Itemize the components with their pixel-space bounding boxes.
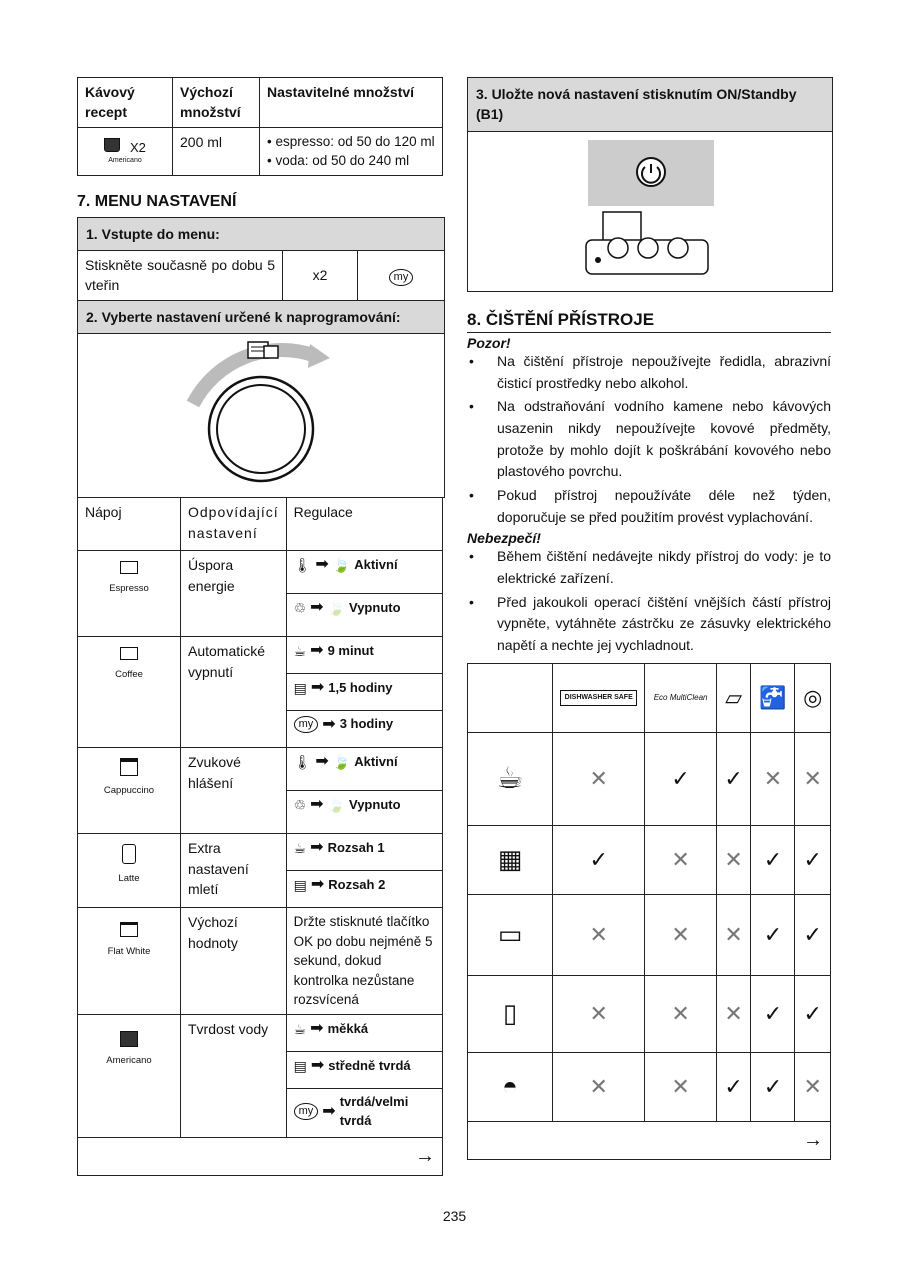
drink-cappuccino: Cappuccino <box>78 748 181 834</box>
reg-energy-on: 🌡 ➡ 🍃 Aktivní <box>286 551 442 594</box>
flat-white-icon <box>120 922 138 937</box>
part-grounds-container-icon: ▭ <box>468 894 553 975</box>
left-column <box>77 77 443 1176</box>
americano-icon <box>104 138 120 152</box>
water-icon: ♲ <box>293 797 307 814</box>
cappuccino-icon <box>120 758 138 776</box>
list-item: • Na čištění přístroje nepoužívejte ředidla, abrazivní čisticí prostředky nebo alkohol. <box>467 351 831 394</box>
cross-icon: ✕ <box>645 825 716 894</box>
next-arrow-icon: → <box>415 1145 435 1168</box>
machine-power-button-icon <box>468 132 832 286</box>
arrow-icon: ➡ <box>310 679 325 697</box>
setting-sound: Zvukové hlášení <box>181 748 287 834</box>
dish-soap-icon: ◎ <box>795 663 831 732</box>
arrow-icon: ➡ <box>315 556 329 574</box>
arrow-icon: ➡ <box>310 1020 324 1038</box>
grind-icon: ▤ <box>293 1058 307 1075</box>
next-page-cell <box>78 1138 443 1176</box>
multiplier: X2 <box>129 139 146 155</box>
arrow-icon: ➡ <box>310 796 324 814</box>
cup-icon: ☕ <box>293 643 307 660</box>
drink-espresso: Espresso <box>78 551 181 637</box>
section8-title: 8. ČIŠTĚNÍ PŘÍSTROJE <box>467 310 831 333</box>
selector-knob-icon <box>78 334 444 492</box>
nebezpeci-heading: Nebezpečí! <box>467 530 541 547</box>
part-drip-tray-icon: ▦ <box>468 825 553 894</box>
check-icon: ✓ <box>751 825 795 894</box>
cup-icon: ☕ <box>293 1021 307 1038</box>
cloth-icon: ▱ <box>716 663 751 732</box>
check-icon: ✓ <box>553 825 645 894</box>
americano-label: Americano <box>108 156 142 164</box>
reg-soft: ☕ ➡ měkká <box>286 1015 442 1052</box>
espresso-icon <box>120 561 138 574</box>
pozor-heading: Pozor! <box>467 334 511 351</box>
cross-icon: ✕ <box>795 1052 831 1121</box>
reg-3h: my ➡ 3 hodiny <box>286 711 442 748</box>
cross-icon: ✕ <box>716 894 751 975</box>
col-recipe: Kávový recept <box>78 78 173 128</box>
eco-leaf-icon: 🍃 <box>332 754 351 771</box>
part-water-tank-icon: ▯ <box>468 975 553 1052</box>
check-icon: ✓ <box>751 894 795 975</box>
grind-icon: ▤ <box>293 680 307 697</box>
hdr-regulation: Regulace <box>286 498 442 551</box>
part-bean-container-icon: ◓ <box>468 1052 553 1121</box>
drink-latte: Latte <box>78 834 181 908</box>
latte-icon <box>122 844 136 864</box>
step3-title: 3. Uložte nová nastavení stisknutím ON/Standby (B1) <box>468 78 833 132</box>
cup-icon: ☕ <box>293 840 307 857</box>
default-amount: 200 ml <box>173 127 260 175</box>
arrow-icon: ➡ <box>310 599 324 617</box>
drink-flat-white: Flat White <box>78 908 181 1015</box>
range-water: • voda: od 50 do 240 ml <box>267 153 410 169</box>
water-icon: ♲ <box>293 600 307 617</box>
coffee-icon <box>120 647 138 660</box>
right-column <box>467 77 831 1160</box>
check-icon: ✓ <box>716 1052 751 1121</box>
my-icon: my <box>294 716 319 733</box>
setting-energy: Úspora energie <box>181 551 287 637</box>
setting-hardness: Tvrdost vody <box>181 1015 287 1138</box>
part-machine-icon: ☕ <box>468 732 553 825</box>
thermometer-icon: 🌡 <box>293 557 312 574</box>
setting-grind: Extra nastavení mletí <box>181 834 287 908</box>
list-item: • Před jakoukoli operací čištění vnějších částí přístroj vypněte, vytáhněte zástrčku ze zásuvky elektrického napětí a nechte jej vychladnout. <box>467 592 831 657</box>
arrow-icon: ➡ <box>310 642 324 660</box>
check-icon: ✓ <box>795 894 831 975</box>
reg-sound-on: 🌡 ➡ 🍃 Aktivní <box>286 748 442 791</box>
ranges-cell <box>260 127 443 175</box>
americano-icon <box>120 1031 138 1047</box>
list-item: • Během čištění nedávejte nikdy přístroj do vody: je to elektrické zařízení. <box>467 546 831 589</box>
step1-title: 1. Vstupte do menu: <box>78 217 445 250</box>
arrow-icon: ➡ <box>322 1102 336 1120</box>
arrow-icon: ➡ <box>310 839 324 857</box>
cross-icon: ✕ <box>553 975 645 1052</box>
cross-icon: ✕ <box>553 894 645 975</box>
dishwasher-icon: DISHWASHER SAFE <box>553 663 645 732</box>
section7-title: 7. MENU NASTAVENÍ <box>77 192 237 210</box>
my-icon: my <box>389 269 414 286</box>
eco-leaf-off-icon: 🍃 <box>327 797 346 814</box>
arrow-icon: ➡ <box>310 876 325 894</box>
check-icon: ✓ <box>645 732 716 825</box>
reg-1-5h: ▤ ➡ 1,5 hodiny <box>286 674 442 711</box>
thermometer-icon: 🌡 <box>293 754 312 771</box>
reg-range2: ▤ ➡ Rozsah 2 <box>286 871 442 908</box>
water-tap-icon: 🚰 <box>751 663 795 732</box>
settings-detail-table <box>77 497 443 1176</box>
cross-icon: ✕ <box>716 975 751 1052</box>
check-icon: ✓ <box>751 975 795 1052</box>
reg-hard: my ➡ tvrdá/velmi tvrdá <box>286 1089 442 1138</box>
my-icon: my <box>294 1103 319 1120</box>
arrow-icon: ➡ <box>315 753 329 771</box>
cross-icon: ✕ <box>553 1052 645 1121</box>
americano-table <box>77 77 443 176</box>
drink-coffee: Coffee <box>78 637 181 748</box>
check-icon: ✓ <box>716 732 751 825</box>
knob-illustration-cell <box>78 333 445 497</box>
list-item: • Pokud přístroj nepoužíváte déle než týden, doporučuje se před použitím provést vyplachování. <box>467 485 831 528</box>
americano-icon-cell <box>78 127 173 175</box>
arrow-icon: ➡ <box>310 1057 325 1075</box>
page-number: 235 <box>442 1208 467 1224</box>
check-icon: ✓ <box>795 825 831 894</box>
eco-leaf-icon: 🍃 <box>332 557 351 574</box>
nebezpeci-list <box>467 546 831 656</box>
reg-sound-off: ♲ ➡ 🍃 Vypnuto <box>286 791 442 834</box>
settings-menu-table <box>77 217 445 498</box>
hdr-setting: Odpovídající nastavení <box>181 498 287 551</box>
cross-icon: ✕ <box>645 975 716 1052</box>
reg-9min: ☕ ➡ 9 minut <box>286 637 442 674</box>
next-arrow-icon: → <box>803 1128 823 1151</box>
col-default: Výchozí množství <box>173 78 260 128</box>
cross-icon: ✕ <box>645 894 716 975</box>
hdr-drink: Nápoj <box>78 498 181 551</box>
reg-energy-off: ♲ ➡ 🍃 Vypnuto <box>286 594 442 637</box>
eco-multiclean-icon: Eco MultiClean <box>645 663 716 732</box>
grind-icon: ▤ <box>293 877 307 894</box>
cross-icon: ✕ <box>716 825 751 894</box>
step1-text: Stiskněte současně po dobu 5 vteřin <box>78 251 283 301</box>
step2-title: 2. Vyberte nastavení určené k naprogramování: <box>78 300 445 333</box>
matrix-corner <box>468 663 553 732</box>
reg-defaults-text: Držte stisknuté tlačítko OK po dobu nejméně 5 sekund, dokud kontrolka nezůstane rozsvícená <box>286 908 442 1015</box>
reg-medium: ▤ ➡ středně tvrdá <box>286 1052 442 1089</box>
step3-table <box>467 77 833 292</box>
check-icon: ✓ <box>795 975 831 1052</box>
arrow-icon: ➡ <box>322 715 336 733</box>
setting-defaults: Výchozí hodnoty <box>181 908 287 1015</box>
next-page-cell <box>468 1121 831 1159</box>
reg-range1: ☕ ➡ Rozsah 1 <box>286 834 442 871</box>
pozor-list <box>467 351 831 529</box>
range-espresso: • espresso: od 50 do 120 ml <box>267 133 435 149</box>
cleaning-matrix <box>467 663 831 1160</box>
col-adjustable: Nastavitelné množství <box>260 78 443 128</box>
cross-icon: ✕ <box>795 732 831 825</box>
drink-americano: Americano <box>78 1015 181 1138</box>
list-item: • Na odstraňování vodního kamene nebo kávových usazenin nikdy nepoužívejte kovové předměty, protože by mohlo dojít k poškrábání kovového nebo plastového povrchu. <box>467 396 831 483</box>
eco-leaf-off-icon: 🍃 <box>327 600 346 617</box>
cross-icon: ✕ <box>751 732 795 825</box>
setting-auto-off: Automatické vypnutí <box>181 637 287 748</box>
step1-my <box>358 251 445 301</box>
check-icon: ✓ <box>751 1052 795 1121</box>
step1-x2: x2 <box>283 251 358 301</box>
step3-illustration-cell <box>468 131 833 291</box>
cross-icon: ✕ <box>645 1052 716 1121</box>
cross-icon: ✕ <box>553 732 645 825</box>
